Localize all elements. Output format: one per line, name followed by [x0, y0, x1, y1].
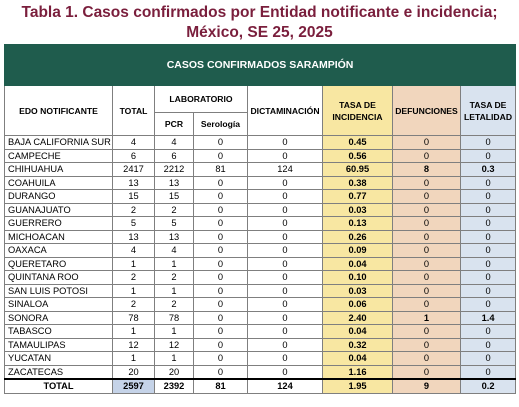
cell-tasa: 60.95	[323, 163, 393, 177]
table-row	[5, 311, 516, 325]
table-row	[5, 163, 516, 177]
cell-tasa: 0.04	[323, 257, 393, 271]
cell-pcr: 1	[155, 325, 194, 339]
table-row	[5, 244, 516, 258]
cases-table	[4, 44, 516, 394]
cell-total: 1	[113, 284, 155, 298]
table-title	[0, 3, 519, 43]
cell-total: 13	[113, 230, 155, 244]
cell-tasa: 0.06	[323, 298, 393, 312]
cell-tasa: 0.56	[323, 149, 393, 163]
cell-let: 0	[461, 257, 516, 271]
header-dictaminacion: DICTAMINACIÓN	[248, 86, 323, 136]
table-row	[5, 217, 516, 231]
cell-dict: 0	[248, 257, 323, 271]
cell-let: 0	[461, 136, 516, 150]
cell-let: 0	[461, 230, 516, 244]
total-dict: 124	[248, 379, 323, 393]
cell-pcr: 5	[155, 217, 194, 231]
cell-serologia: 0	[194, 136, 248, 150]
cell-tasa: 0.04	[323, 325, 393, 339]
cell-tasa: 1.16	[323, 365, 393, 379]
title-line-2: México, SE 25, 2025	[186, 24, 333, 41]
cell-def: 0	[393, 271, 461, 285]
cell-def: 0	[393, 298, 461, 312]
cell-def: 0	[393, 352, 461, 366]
cell-serologia: 0	[194, 149, 248, 163]
cell-tasa: 0.38	[323, 176, 393, 190]
cell-serologia: 0	[194, 257, 248, 271]
cell-pcr: 2	[155, 203, 194, 217]
cell-def: 0	[393, 244, 461, 258]
header-tasa-letalidad-line2: LETALIDAD	[464, 111, 513, 122]
cell-dict: 0	[248, 284, 323, 298]
cell-pcr: 2	[155, 271, 194, 285]
total-serologia: 81	[194, 379, 248, 393]
cell-edo: CAMPECHE	[5, 149, 113, 163]
cell-let: 0	[461, 149, 516, 163]
cell-dict: 0	[248, 149, 323, 163]
cell-total: 20	[113, 365, 155, 379]
cell-def: 0	[393, 149, 461, 163]
cell-serologia: 0	[194, 203, 248, 217]
cell-edo: QUERETARO	[5, 257, 113, 271]
cell-pcr: 2	[155, 298, 194, 312]
cell-total: 2	[113, 271, 155, 285]
cell-dict: 0	[248, 298, 323, 312]
table-row	[5, 176, 516, 190]
cell-let: 0.3	[461, 163, 516, 177]
cell-def: 0	[393, 136, 461, 150]
cell-def: 0	[393, 176, 461, 190]
cell-total: 1	[113, 257, 155, 271]
cell-serologia: 0	[194, 298, 248, 312]
table-row	[5, 230, 516, 244]
cell-def: 0	[393, 284, 461, 298]
cell-edo: YUCATAN	[5, 352, 113, 366]
cell-dict: 0	[248, 352, 323, 366]
cell-pcr: 1	[155, 352, 194, 366]
cell-def: 0	[393, 325, 461, 339]
cell-edo: GUERRERO	[5, 217, 113, 231]
cell-tasa: 0.45	[323, 136, 393, 150]
total-let: 0.2	[461, 379, 516, 393]
cell-total: 6	[113, 149, 155, 163]
cell-let: 0	[461, 284, 516, 298]
cell-pcr: 2212	[155, 163, 194, 177]
header-tasa-incidencia	[323, 86, 393, 136]
cell-def: 0	[393, 338, 461, 352]
cell-serologia: 0	[194, 271, 248, 285]
cell-pcr: 1	[155, 284, 194, 298]
cell-total: 1	[113, 352, 155, 366]
cell-def: 0	[393, 230, 461, 244]
cell-edo: SONORA	[5, 311, 113, 325]
table-banner: CASOS CONFIRMADOS SARAMPIÓN	[5, 45, 516, 86]
cell-serologia: 0	[194, 190, 248, 204]
cell-dict: 0	[248, 176, 323, 190]
cell-tasa: 0.32	[323, 338, 393, 352]
cell-total: 2417	[113, 163, 155, 177]
cell-let: 0	[461, 365, 516, 379]
cell-edo: QUINTANA ROO	[5, 271, 113, 285]
cell-def: 0	[393, 257, 461, 271]
cell-dict: 0	[248, 217, 323, 231]
header-serologia: Serología	[194, 113, 248, 136]
cell-total: 2	[113, 298, 155, 312]
cell-serologia: 81	[194, 163, 248, 177]
total-tasa: 1.95	[323, 379, 393, 393]
cell-serologia: 0	[194, 230, 248, 244]
cell-def: 8	[393, 163, 461, 177]
header-pcr: PCR	[155, 113, 194, 136]
cell-tasa: 0.09	[323, 244, 393, 258]
cell-let: 0	[461, 352, 516, 366]
cell-let: 0	[461, 203, 516, 217]
cell-let: 0	[461, 298, 516, 312]
cell-dict: 0	[248, 136, 323, 150]
table-row	[5, 257, 516, 271]
cell-pcr: 6	[155, 149, 194, 163]
cell-tasa: 0.03	[323, 203, 393, 217]
cell-edo: TAMAULIPAS	[5, 338, 113, 352]
cell-total: 4	[113, 136, 155, 150]
cell-total: 13	[113, 176, 155, 190]
cell-serologia: 0	[194, 311, 248, 325]
cell-total: 12	[113, 338, 155, 352]
cell-let: 0	[461, 244, 516, 258]
cell-pcr: 13	[155, 230, 194, 244]
cell-pcr: 4	[155, 136, 194, 150]
cell-total: 4	[113, 244, 155, 258]
cell-tasa: 2.40	[323, 311, 393, 325]
table-row	[5, 325, 516, 339]
cell-edo: MICHOACAN	[5, 230, 113, 244]
cell-edo: ZACATECAS	[5, 365, 113, 379]
cell-dict: 0	[248, 365, 323, 379]
total-total: 2597	[113, 379, 155, 393]
cell-let: 0	[461, 190, 516, 204]
cell-pcr: 15	[155, 190, 194, 204]
table-row	[5, 149, 516, 163]
cell-tasa: 0.26	[323, 230, 393, 244]
cell-dict: 0	[248, 190, 323, 204]
table-row	[5, 136, 516, 150]
cell-dict: 0	[248, 338, 323, 352]
cell-total: 1	[113, 325, 155, 339]
cell-edo: OAXACA	[5, 244, 113, 258]
header-total: TOTAL	[113, 86, 155, 136]
cell-dict: 0	[248, 311, 323, 325]
cell-def: 0	[393, 203, 461, 217]
cell-total: 5	[113, 217, 155, 231]
cell-pcr: 12	[155, 338, 194, 352]
table-row	[5, 271, 516, 285]
header-laboratorio: LABORATORIO	[155, 86, 248, 113]
cell-edo: TABASCO	[5, 325, 113, 339]
cell-let: 0	[461, 271, 516, 285]
header-tasa-letalidad	[461, 86, 516, 136]
cell-pcr: 78	[155, 311, 194, 325]
table-row	[5, 284, 516, 298]
cell-def: 0	[393, 190, 461, 204]
cell-let: 0	[461, 338, 516, 352]
cell-pcr: 20	[155, 365, 194, 379]
total-def: 9	[393, 379, 461, 393]
cell-edo: SINALOA	[5, 298, 113, 312]
cell-serologia: 0	[194, 176, 248, 190]
cell-dict: 0	[248, 271, 323, 285]
total-pcr: 2392	[155, 379, 194, 393]
cell-serologia: 0	[194, 325, 248, 339]
table-row	[5, 365, 516, 379]
cell-dict: 0	[248, 230, 323, 244]
cell-def: 0	[393, 217, 461, 231]
cell-tasa: 0.04	[323, 352, 393, 366]
table-row	[5, 190, 516, 204]
cell-total: 15	[113, 190, 155, 204]
table-row	[5, 338, 516, 352]
cell-pcr: 1	[155, 257, 194, 271]
cell-let: 0	[461, 217, 516, 231]
cell-total: 2	[113, 203, 155, 217]
header-tasa-letalidad-line1: TASA DE	[469, 99, 507, 110]
table-row	[5, 352, 516, 366]
cell-dict: 0	[248, 325, 323, 339]
cell-pcr: 4	[155, 244, 194, 258]
cell-dict: 0	[248, 203, 323, 217]
cell-let: 0	[461, 176, 516, 190]
table-row	[5, 203, 516, 217]
cell-let: 0	[461, 325, 516, 339]
cell-edo: SAN LUIS POTOSI	[5, 284, 113, 298]
cell-dict: 0	[248, 244, 323, 258]
cell-serologia: 0	[194, 352, 248, 366]
cell-edo: BAJA CALIFORNIA SUR	[5, 136, 113, 150]
header-defunciones: DEFUNCIONES	[393, 86, 461, 136]
cell-tasa: 0.13	[323, 217, 393, 231]
total-row	[5, 379, 516, 393]
cell-serologia: 0	[194, 365, 248, 379]
cell-serologia: 0	[194, 244, 248, 258]
cell-tasa: 0.10	[323, 271, 393, 285]
cell-def: 0	[393, 365, 461, 379]
cell-serologia: 0	[194, 284, 248, 298]
cell-serologia: 0	[194, 338, 248, 352]
header-tasa-incidencia-line2: INCIDENCIA	[332, 111, 383, 122]
cell-tasa: 0.03	[323, 284, 393, 298]
cell-pcr: 13	[155, 176, 194, 190]
cell-let: 1.4	[461, 311, 516, 325]
header-tasa-incidencia-line1: TASA DE	[339, 99, 376, 110]
total-edo: TOTAL	[5, 379, 113, 393]
cell-serologia: 0	[194, 217, 248, 231]
cell-edo: CHIHUAHUA	[5, 163, 113, 177]
header-edo: EDO NOTIFICANTE	[5, 86, 113, 136]
cell-def: 1	[393, 311, 461, 325]
cell-edo: GUANAJUATO	[5, 203, 113, 217]
table-row	[5, 298, 516, 312]
cell-dict: 124	[248, 163, 323, 177]
cell-edo: DURANGO	[5, 190, 113, 204]
cell-edo: COAHUILA	[5, 176, 113, 190]
cell-total: 78	[113, 311, 155, 325]
title-line-1: Tabla 1. Casos confirmados por Entidad notificante e incidencia;	[21, 4, 498, 21]
cell-tasa: 0.77	[323, 190, 393, 204]
